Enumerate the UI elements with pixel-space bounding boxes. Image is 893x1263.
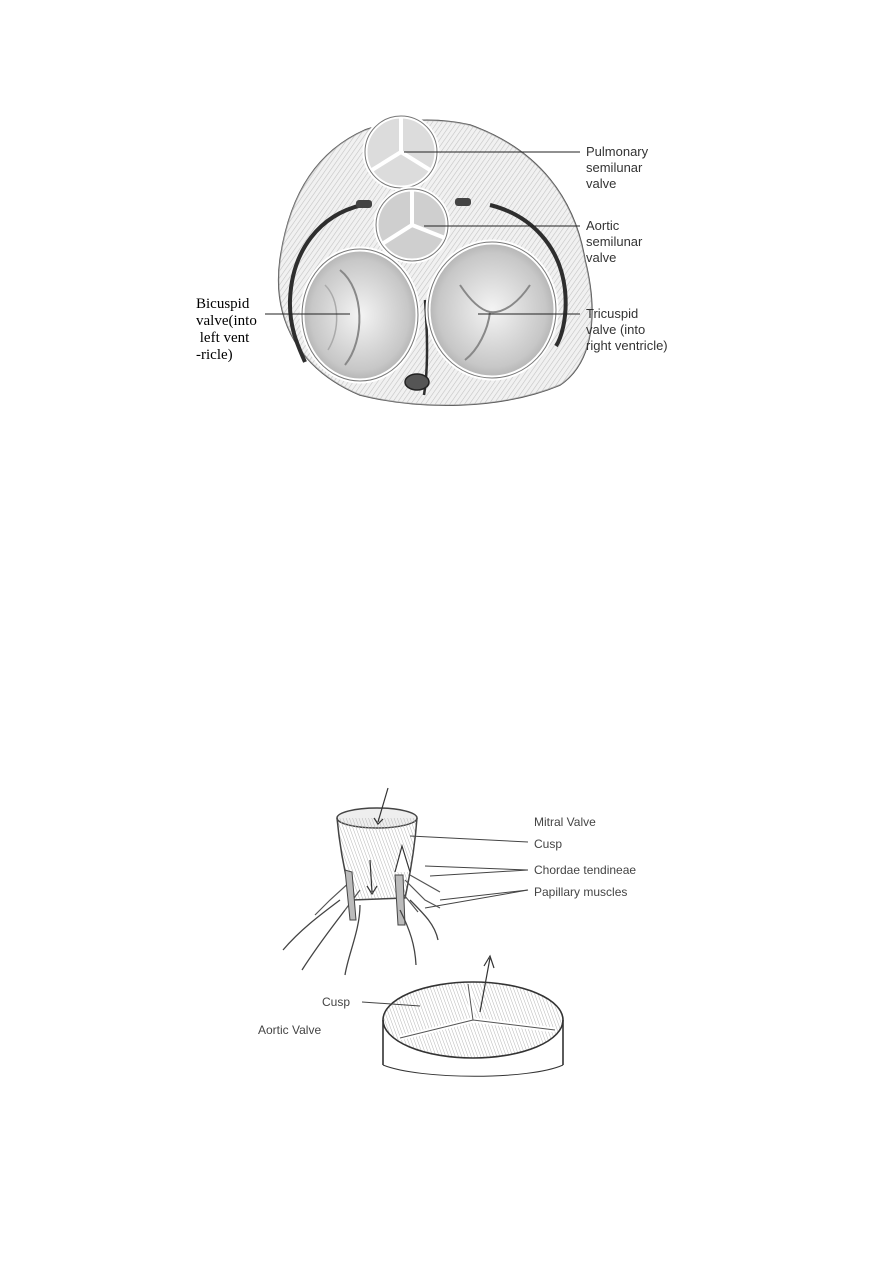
tricuspid-valve — [428, 242, 556, 378]
papillary-leader-1 — [425, 890, 528, 908]
mitral-aortic-figure — [0, 780, 893, 1080]
heart-valves-illustration — [0, 0, 893, 420]
heart-valves-figure — [0, 0, 893, 420]
cusp-top-leader — [410, 836, 528, 842]
tricuspid-label: Tricuspid valve (into right ventricle) — [586, 306, 668, 353]
aortic-valve-label: Aortic Valve — [258, 1023, 322, 1037]
chordae-leader-1 — [425, 866, 528, 870]
cusp-top-label: Cusp — [534, 837, 563, 851]
aortic-label: Aortic semilunar valve — [586, 218, 643, 265]
mitral-aortic-illustration — [0, 780, 893, 1080]
cusp-bottom-label: Cusp — [322, 995, 351, 1009]
chordae-leader-2 — [430, 870, 528, 876]
papillary-label: Papillary muscles — [534, 885, 628, 899]
papillary-leader-2 — [440, 890, 528, 900]
chordae-label: Chordae tendineae — [534, 863, 637, 877]
pulmonary-label: Pulmonary semilunar valve — [586, 144, 649, 191]
bicuspid-valve — [302, 249, 418, 381]
mitral-valve-label: Mitral Valve — [534, 815, 596, 829]
mitral-valve-drawing — [283, 788, 440, 975]
aortic-valve — [376, 189, 448, 261]
bicuspid-label: Bicuspid valve(into left vent -ricle) — [196, 296, 257, 363]
aortic-valve-drawing — [383, 956, 563, 1076]
